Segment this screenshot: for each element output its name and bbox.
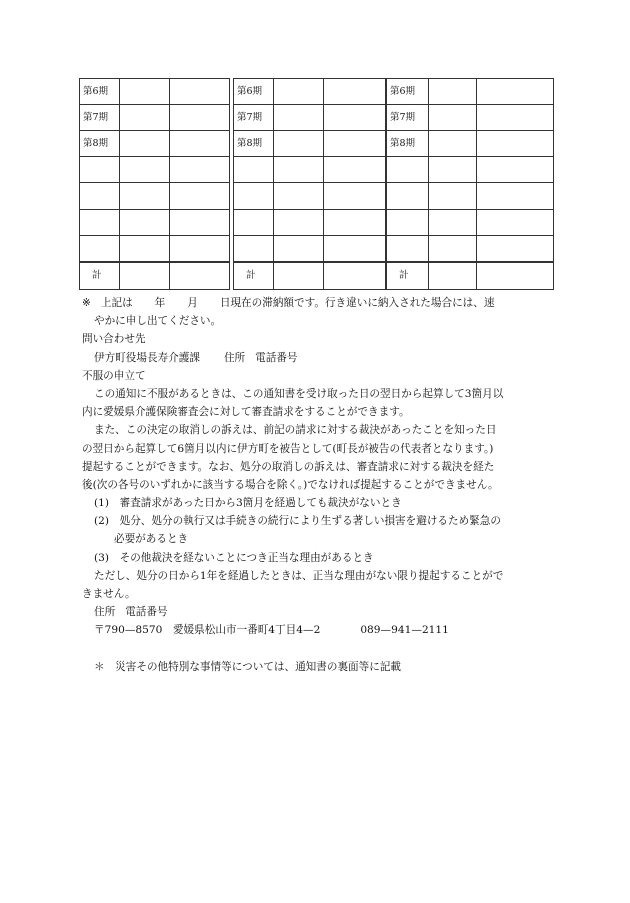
contact-phone-label: 電話番号 xyxy=(255,351,298,364)
table-cell xyxy=(477,209,554,235)
table-row xyxy=(387,183,554,209)
table-row xyxy=(387,105,554,131)
contact-address-label: 住所 xyxy=(223,351,246,364)
contact-heading: 問い合わせ先 xyxy=(82,333,146,346)
table-row xyxy=(387,209,554,235)
table-cell xyxy=(80,183,120,209)
appeal-phone-label: 電話番号 xyxy=(125,606,168,619)
table-cell xyxy=(120,79,170,105)
arrears-note xyxy=(82,294,554,312)
appeal-p2-line4: 後(次の各号のいずれかに該当する場合を除く。)でなければ提起することができません。 xyxy=(82,478,499,491)
appeal-contact-line xyxy=(82,621,554,639)
table-cell xyxy=(477,105,554,131)
total-row xyxy=(80,262,230,290)
table-row xyxy=(80,209,230,235)
table-cell xyxy=(429,235,477,262)
table-cell xyxy=(80,235,120,262)
appeal-p1-line2: 内に愛媛県介護保険審査会に対して審査請求をすることができます。 xyxy=(82,406,410,419)
table-cell xyxy=(274,235,324,262)
table-cell xyxy=(170,79,230,105)
table-cell xyxy=(120,209,170,235)
table-row xyxy=(387,235,554,262)
table-cell xyxy=(324,131,386,157)
arrears-note-cont: やかに申し出てください。 xyxy=(94,315,222,328)
table-cell xyxy=(324,105,386,131)
appeal-p2-line3: 提起することができます。なお、処分の取消しの訴えは、審査請求に対する裁決を経た xyxy=(82,460,495,473)
table-cell xyxy=(429,131,477,157)
table-row xyxy=(234,157,386,183)
table-cell: 第7期 xyxy=(234,105,274,131)
table-cell: 第7期 xyxy=(387,105,429,131)
table-cell xyxy=(429,79,477,105)
spacer xyxy=(82,640,554,658)
total-cell xyxy=(429,262,477,290)
appeal-address: 〒790—8570 愛媛県松山市一番町4丁目4—2 xyxy=(94,624,321,637)
note-mark: ※ xyxy=(82,297,91,309)
table-row xyxy=(234,235,386,262)
table-cell xyxy=(477,131,554,157)
table-cell xyxy=(170,157,230,183)
total-row xyxy=(387,262,554,290)
table-cell xyxy=(324,235,386,262)
table-cell xyxy=(477,79,554,105)
appeal-p3-line2: きません。 xyxy=(82,588,136,600)
table-row xyxy=(234,131,386,157)
total-row xyxy=(234,262,386,290)
table-cell: 第8期 xyxy=(387,131,429,157)
table-cell: 第7期 xyxy=(80,105,120,131)
table-row xyxy=(387,157,554,183)
table-cell xyxy=(477,157,554,183)
table-cell: 第6期 xyxy=(387,79,429,105)
table-row xyxy=(80,79,230,105)
appeal-p2-line2: の翌日から起算して6箇月以内に伊方町を被告として(町長が被告の代表者となります。) xyxy=(82,442,494,455)
table-cell xyxy=(234,183,274,209)
table-row xyxy=(387,79,554,105)
appeal-item-1: (1) 審査請求があった日から3箇月を経過しても裁決がないとき xyxy=(94,497,402,510)
contact-line xyxy=(82,349,554,367)
note-month: 月 xyxy=(187,297,198,309)
table-row xyxy=(80,157,230,183)
notice-body xyxy=(82,294,554,676)
table-cell xyxy=(120,183,170,209)
table-cell xyxy=(324,157,386,183)
table-cell xyxy=(274,79,324,105)
note-year: 年 xyxy=(154,297,166,309)
table-cell xyxy=(274,157,324,183)
total-label: 計 xyxy=(387,262,429,290)
table-cell xyxy=(429,157,477,183)
table-cell xyxy=(429,183,477,209)
footer-note: ＊ 災害その他特別な事情等については、通知書の裏面等に記載 xyxy=(94,660,402,673)
table-cell: 第6期 xyxy=(80,79,120,105)
table-cell xyxy=(324,183,386,209)
table-cell: 第8期 xyxy=(234,131,274,157)
table-cell xyxy=(170,209,230,235)
table-row xyxy=(234,209,386,235)
appeal-contact-labels xyxy=(82,603,554,621)
delinquency-tables xyxy=(79,78,553,290)
total-label: 計 xyxy=(234,262,274,290)
table-cell xyxy=(170,235,230,262)
appeal-heading: 不服の申立て xyxy=(82,369,146,382)
table-cell xyxy=(234,157,274,183)
period-table-3 xyxy=(386,78,554,290)
table-cell xyxy=(120,131,170,157)
table-row xyxy=(80,235,230,262)
appeal-item-2-cont: 必要があるとき xyxy=(114,533,189,546)
appeal-p3-line1: ただし、処分の日から1年を経過したときは、正当な理由がない限り提起することがで xyxy=(94,569,504,582)
table-cell xyxy=(170,183,230,209)
table-row xyxy=(387,131,554,157)
table-row xyxy=(80,183,230,209)
total-cell xyxy=(170,262,230,290)
table-row xyxy=(80,105,230,131)
total-cell xyxy=(477,262,554,290)
table-cell: 第6期 xyxy=(234,79,274,105)
period-table-2 xyxy=(233,78,386,290)
table-cell xyxy=(274,183,324,209)
table-row xyxy=(234,79,386,105)
table-cell xyxy=(387,235,429,262)
period-table-1 xyxy=(79,78,230,290)
total-cell xyxy=(274,262,324,290)
appeal-item-2: (2) 処分、処分の執行又は手続きの続行により生ずる著しい損害を避けるため緊急の xyxy=(94,515,501,528)
contact-org: 伊方町役場長寿介護課 xyxy=(94,351,200,364)
table-cell xyxy=(120,157,170,183)
table-cell xyxy=(387,209,429,235)
table-cell: 第8期 xyxy=(80,131,120,157)
table-cell xyxy=(387,183,429,209)
table-cell xyxy=(429,105,477,131)
total-label: 計 xyxy=(80,262,120,290)
appeal-p2-line1: また、この決定の取消しの訴えは、前記の請求に対する裁決があったことを知った日 xyxy=(94,424,497,437)
appeal-address-label: 住所 xyxy=(94,606,116,619)
table-cell xyxy=(80,157,120,183)
table-cell xyxy=(120,105,170,131)
table-cell xyxy=(477,183,554,209)
appeal-phone: 089—941—2111 xyxy=(360,624,449,637)
table-cell xyxy=(274,131,324,157)
table-cell xyxy=(274,105,324,131)
table-cell xyxy=(80,209,120,235)
note-text-b: 日現在の滞納額です。行き違いに納入された場合には、速 xyxy=(219,297,495,309)
table-cell xyxy=(170,131,230,157)
table-cell xyxy=(324,79,386,105)
table-row xyxy=(80,131,230,157)
total-cell xyxy=(324,262,386,290)
table-cell xyxy=(274,209,324,235)
total-cell xyxy=(120,262,170,290)
table-cell xyxy=(324,209,386,235)
table-cell xyxy=(234,235,274,262)
table-cell xyxy=(429,209,477,235)
appeal-p1-line1: この通知に不服があるときは、この通知書を受け取った日の翌日から起算して3箇月以 xyxy=(94,387,504,400)
table-cell xyxy=(477,235,554,262)
table-cell xyxy=(120,235,170,262)
appeal-item-3: (3) その他裁決を経ないことにつき正当な理由があるとき xyxy=(94,551,374,564)
table-row xyxy=(234,105,386,131)
table-row xyxy=(234,183,386,209)
table-cell xyxy=(234,209,274,235)
note-text-a: 上記は xyxy=(100,297,133,309)
table-cell xyxy=(387,157,429,183)
table-cell xyxy=(170,105,230,131)
